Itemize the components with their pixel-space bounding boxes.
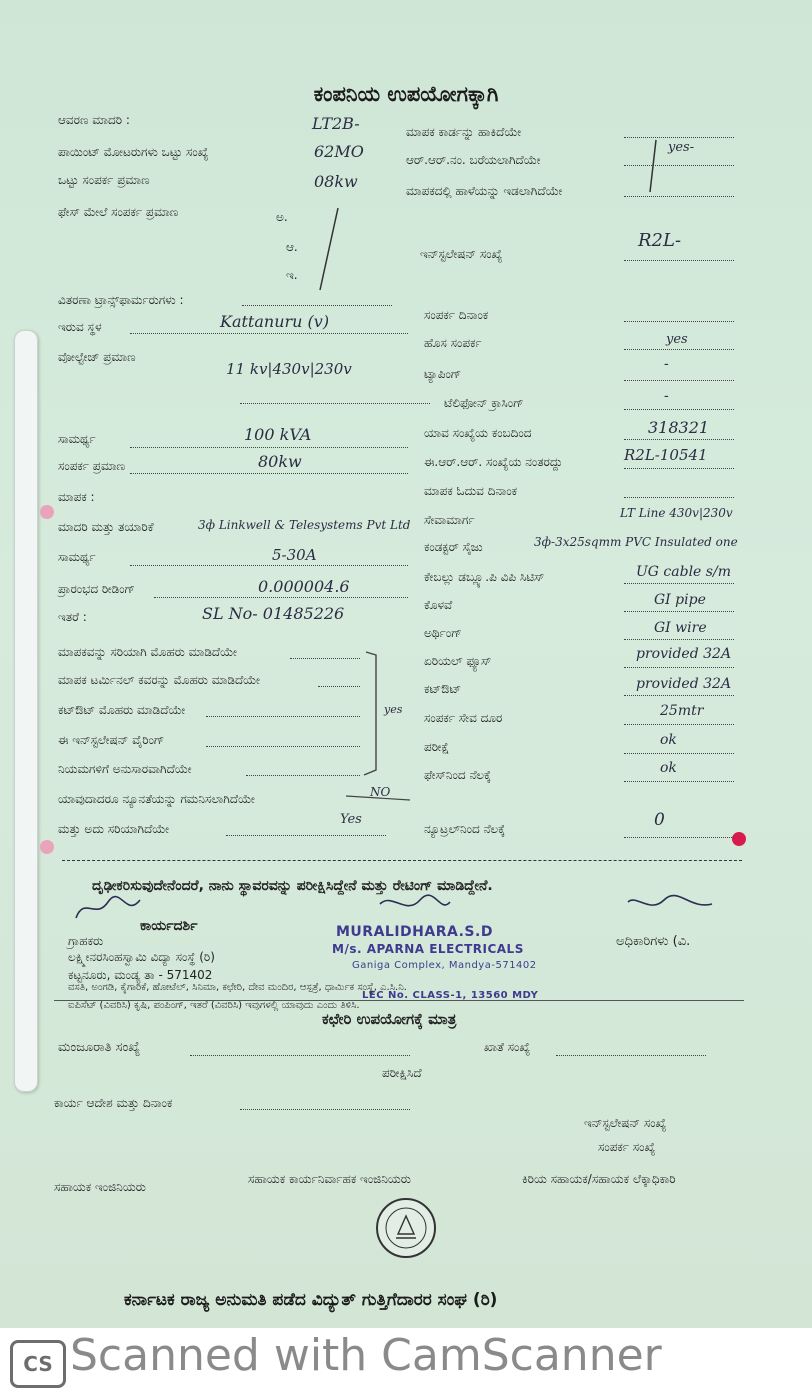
fill-line: [246, 774, 360, 776]
field-label: ನಿಯಮಗಳಿಗೆ ಅನುಸಾರವಾಗಿದೆಯೇ: [58, 762, 192, 776]
field-label: ಸಾಮರ್ಥ್ಯ: [58, 432, 96, 446]
phase-label: ಇ.: [286, 268, 298, 282]
contractor-stamp-company: M/s. APARNA ELECTRICALS: [332, 942, 524, 956]
field-value: Yes: [340, 812, 362, 827]
field-label: ವೋಲ್ಟೇಜ್ ಪ್ರಮಾಣ: [58, 350, 136, 364]
fill-line: [154, 596, 408, 598]
fill-line: [624, 780, 734, 782]
fill-line: [190, 1054, 410, 1056]
lamp-emblem-icon: [378, 1200, 434, 1256]
section-divider: [54, 1000, 744, 1001]
fill-line: [624, 752, 734, 754]
certification-statement: ದೃಢೀಕರಿಸುವುದೇನೆಂದರೆ, ನಾನು ಸ್ಥಾವರವನ್ನು ಪರೀಕ್ಷಿಸಿದ್ದೇನೆ ಮತ್ತು ರೇಟಿಂಗ್ ಮಾಡಿದ್ದೇನೆ.: [92, 878, 493, 894]
field-label: ಸಂಪರ್ಕ ದಿನಾಂಕ: [424, 308, 489, 322]
field-label: ಈ.ಆರ್.ಆರ್. ಸಂಖ್ಯೆಯ ನಂತರದ್ದು: [424, 455, 563, 469]
field-value: NO: [370, 785, 391, 799]
connection-no-label: ಸಂಪರ್ಕ ಸಂಖ್ಯೆ: [598, 1140, 656, 1154]
fill-line: [624, 348, 734, 350]
field-label: ಫೇಸ್‌ನಿಂದ ನೆಲಕ್ಕೆ: [424, 768, 492, 782]
field-value: LT Line 430v|230v: [620, 506, 733, 520]
field-value: 80kw: [258, 452, 302, 471]
field-value: 0.000004.6: [258, 577, 350, 596]
field-label: ಸಾಮರ್ಥ್ಯ: [58, 550, 96, 564]
field-label: ಮಾಪಕ ಕಾರ್ಡನ್ನು ಹಾಕಿದೆಯೇ: [406, 125, 522, 139]
fill-line: [556, 1054, 706, 1056]
association-name: ಕರ್ನಾಟಕ ರಾಜ್ಯ ಅನುಮತಿ ಪಡೆದ ವಿದ್ಯುತ್ ಗುತ್ತಿಗೆದಾರರ ಸಂಘ (ರಿ): [124, 1290, 498, 1310]
village-line: ಕಟ್ಟನೂರು, ಮಂಡ್ಯ ತಾ - 571402: [68, 968, 213, 982]
field-label: ಟ್ಯಾಪಿಂಗ್: [424, 367, 462, 381]
field-label: ಇರುವ ಸ್ಥಳ: [58, 320, 102, 334]
asst-engineer-label: ಸಹಾಯಕ ಇಂಜಿನಿಯರು: [54, 1180, 146, 1194]
installation-no-label: ಇನ್‌ಸ್ಟಲೇಷನ್ ಸಂಖ್ಯೆ: [584, 1116, 667, 1130]
field-value: yes: [666, 332, 688, 347]
fill-line: [624, 320, 734, 322]
office-heading: ಕಛೇರಿ ಉಪಯೋಗಕ್ಕೆ ಮಾತ್ರ: [322, 1010, 457, 1028]
field-label: ಮಾಪಕ ಓದುವ ದಿನಾಂಕ: [424, 484, 518, 498]
fill-line: [240, 1108, 410, 1110]
contractor-stamp-name: MURALIDHARA.S.D: [336, 924, 493, 940]
inspected-label: ಪರೀಕ್ಷಿಸಿದೆ: [382, 1066, 422, 1080]
field-value: LT2B-: [312, 114, 360, 133]
field-label: ಟೆಲಿಫೋನ್ ಕ್ರಾಸಿಂಗ್: [444, 396, 524, 410]
section-divider: [62, 860, 742, 861]
field-label: ಹೊಸ ಸಂಪರ್ಕ: [424, 336, 482, 350]
phase-label: ಅ.: [276, 210, 288, 224]
field-label: ಒಟ್ಟು ಸಂಪರ್ಕ ಪ್ರಮಾಣ: [58, 173, 150, 187]
fill-line: [290, 657, 360, 659]
category-line: ವಸತಿ, ಅಂಗಡಿ, ಕೈಗಾರಿಕೆ, ಹೋಟೆಲ್, ಸಿನಿಮಾ, ಕಛೇರಿ, ದೇವ ಮಂದಿರ, ಆಸ್ಪತ್ರೆ, ಧಾರ್ಮಿಕ ಸಂಸ್ಥೆ, ಎ.ಸಿ.ನಿ.: [68, 982, 407, 993]
field-value: UG cable s/m: [636, 564, 731, 580]
field-label: ಆರ್.ಆರ್.ನಂ. ಬರೆಯಲಾಗಿದೆಯೇ: [406, 153, 541, 167]
field-label: ಮಾಪಕವನ್ನು ಸರಿಯಾಗಿ ಮೊಹರು ಮಾಡಿದೆಯೇ: [58, 645, 237, 659]
field-label: ಈ ಇನ್‌ಸ್ಟಲೇಷನ್ ವೈರಿಂಗ್: [58, 733, 165, 747]
junior-accounts-label: ಕಿರಿಯ ಸಹಾಯಕ/ಸಹಾಯಕ ಲೆಕ್ಕಾಧಿಕಾರಿ: [522, 1172, 676, 1186]
contractor-stamp-place: Ganiga Complex, Mandya-571402: [352, 960, 537, 971]
field-value: 62MO: [314, 142, 364, 161]
fill-line: [130, 472, 408, 474]
field-value: 11 kv|430v|230v: [226, 360, 352, 378]
field-label: ಇನ್‌ಸ್ಟಲೇಷನ್ ಸಂಖ್ಯೆ: [420, 247, 503, 261]
section-label: ವಿತರಣಾ ಟ್ರಾನ್ಸ್‌ಫಾರ್ಮರುಗಳು :: [58, 293, 184, 307]
field-label: ಮಾದರಿ ಮತ್ತು ತಯಾರಿಕೆ: [58, 520, 154, 534]
field-label: ಕಂಡಕ್ಟರ್ ಸೈಜು: [424, 540, 483, 554]
field-value: provided 32A: [636, 676, 732, 692]
fill-line: [624, 438, 734, 440]
field-label: ಏರಿಯಲ್ ಫ್ಯೂಸ್: [424, 654, 492, 668]
field-label: ಕಟ್‌ಔಟ್: [424, 682, 462, 696]
field-label: ಯಾವುದಾದರೂ ನ್ಯೂನತೆಯನ್ನು ಗಮನಿಸಲಾಗಿದೆಯೇ: [58, 792, 255, 806]
field-value: 08kw: [314, 172, 358, 191]
account-no-label: ಖಾತೆ ಸಂಖ್ಯೆ: [484, 1040, 531, 1054]
field-label: ಸೇವಾಮಾರ್ಗ: [424, 513, 475, 527]
field-value: 25mtr: [660, 703, 704, 719]
field-value: Kattanuru (v): [220, 312, 330, 331]
field-label: ನ್ಯೂಟ್ರಲ್‌ನಿಂದ ನೆಲಕ್ಕೆ: [424, 822, 506, 836]
field-label: ಕೇಬಲ್ಲು ಡಬ್ಲ್ಯೂ.ಪಿ ವಿಪಿ ಸಿಟಿಸ್: [424, 570, 545, 584]
field-value: 5-30A: [272, 546, 317, 564]
field-value: 318321: [648, 418, 710, 437]
field-value: R2L-: [638, 230, 682, 251]
field-label: ಪರೀಕ್ಷೆ: [424, 740, 450, 754]
camscanner-logo-icon: CS: [10, 1340, 66, 1388]
field-label: ಪ್ರಾರಂಭದ ರೀಡಿಂಗ್: [58, 582, 135, 596]
field-label: ಸಂಪರ್ಕ ಪ್ರಮಾಣ: [58, 459, 126, 473]
fill-line: [226, 834, 386, 836]
field-value: ok: [660, 732, 677, 748]
work-order-label: ಕಾರ್ಯ ಆದೇಶ ಮತ್ತು ದಿನಾಂಕ: [54, 1096, 173, 1110]
field-value: GI wire: [654, 620, 707, 636]
fill-line: [240, 402, 430, 404]
field-label: ಮಾಪಕ ಟರ್ಮಿನಲ್ ಕವರನ್ನು ಮೊಹರು ಮಾಡಿದೆಯೇ: [58, 673, 260, 687]
field-value: SL No- 01485226: [202, 604, 345, 623]
fill-line: [624, 408, 734, 410]
field-value: provided 32A: [636, 646, 732, 662]
field-value: 100 kVA: [244, 425, 312, 444]
asst-exec-engineer-label: ಸಹಾಯಕ ಕಾರ್ಯನಿರ್ವಾಹಕ ಇಂಜಿನಿಯರು: [248, 1172, 411, 1186]
field-value: 3ф Linkwell & Telesystems Pvt Ltd: [198, 518, 411, 532]
fill-line: [318, 685, 360, 687]
sanction-no-label: ಮಂಜೂರಾತಿ ಸಂಖ್ಯೆ: [58, 1040, 141, 1055]
field-value: -: [664, 356, 669, 372]
form-title: ಕಂಪನಿಯ ಉಪಯೋಗಕ್ಕಾಗಿ: [313, 82, 499, 106]
fill-line: [624, 723, 734, 725]
fill-line: [624, 496, 734, 498]
field-value: -: [664, 388, 669, 404]
field-value: ok: [660, 760, 677, 776]
fill-line: [130, 446, 408, 448]
customer-label: ಗ್ರಾಹಕರು: [68, 934, 104, 948]
fill-line: [130, 564, 408, 566]
fill-line: [624, 582, 734, 584]
fill-line: [624, 836, 734, 838]
fill-line: [130, 332, 408, 334]
field-label: ಮತ್ತು ಅದು ಸರಿಯಾಗಿದೆಯೇ: [58, 822, 170, 836]
contractor-stamp-license: LEC No. CLASS-1, 13560 MDY: [362, 990, 539, 1001]
fill-line: [624, 379, 734, 381]
fill-line: [242, 304, 392, 306]
officer-label: ಅಧಿಕಾರಿಗಳು (ವಿ.: [616, 934, 691, 949]
fill-line: [624, 666, 734, 668]
category-line-2: ಐಪಿಸೆಟ್ (ವಿವರಿಸಿ) ಕೃಷಿ, ಪಂಪಿಂಗ್, ಇತರೆ (ವಿವರಿಸಿ) ಇವುಗಳಲ್ಲಿ ಯಾವುದು ಎಂದು ತಿಳಿಸಿ.: [68, 1000, 360, 1011]
field-label: ಪಾಯಿಂಟ್ ಮೋಟರುಗಳು ಒಟ್ಟು ಸಂಖ್ಯೆ: [58, 145, 209, 159]
field-value: yes: [384, 703, 403, 716]
association-logo-icon: [376, 1198, 436, 1258]
phase-label: ಆ.: [286, 240, 298, 254]
field-value: GI pipe: [654, 592, 706, 608]
field-value: 0: [654, 810, 665, 830]
secretary-label: ಕಾರ್ಯದರ್ಶಿ: [140, 918, 198, 934]
fill-line: [624, 638, 734, 640]
field-label: ಆವರಣ ಮಾದರಿ :: [58, 113, 130, 127]
field-label: ಅರ್ಥಿಂಗ್: [424, 626, 462, 640]
fill-line: [624, 610, 734, 612]
field-label: ಸಂಪರ್ಕ ಸೇವ ದೂರ: [424, 711, 503, 725]
camscanner-watermark: Scanned with CamScanner: [70, 1330, 662, 1381]
field-label: ಮಾಪಕದಲ್ಲಿ ಹಾಳೆಯನ್ನು ಇಡಲಾಗಿದೆಯೇ: [406, 184, 563, 198]
field-label: ಫೇಸ್ ಮೇಲೆ ಸಂಪರ್ಕ ಪ್ರಮಾಣ: [58, 205, 179, 219]
fill-line: [624, 467, 734, 469]
fill-line: [624, 694, 734, 696]
field-label: ಕೊಳವೆ: [424, 598, 453, 612]
institution-line: ಲಕ್ಷ್ಮೀನರಸಿಂಹಸ್ವಾಮಿ ವಿದ್ಯಾ ಸಂಸ್ಥೆ (ರಿ): [68, 950, 215, 964]
field-value: 3ф-3x25sqmm PVC Insulated one: [534, 535, 738, 549]
field-value: yes-: [668, 140, 695, 155]
field-label: ಕಟ್‌ಔಟ್ ಮೊಹರು ಮಾಡಿದೆಯೇ: [58, 703, 186, 717]
fill-line: [206, 745, 360, 747]
field-label: ಯಾವ ಸಂಖ್ಯೆಯ ಕಂಬದಿಂದ: [424, 426, 532, 440]
field-label: ಮಾಪಕ :: [58, 490, 95, 504]
fill-line: [206, 715, 360, 717]
field-value: R2L-10541: [624, 446, 708, 464]
field-label: ಇತರೆ :: [58, 610, 87, 624]
